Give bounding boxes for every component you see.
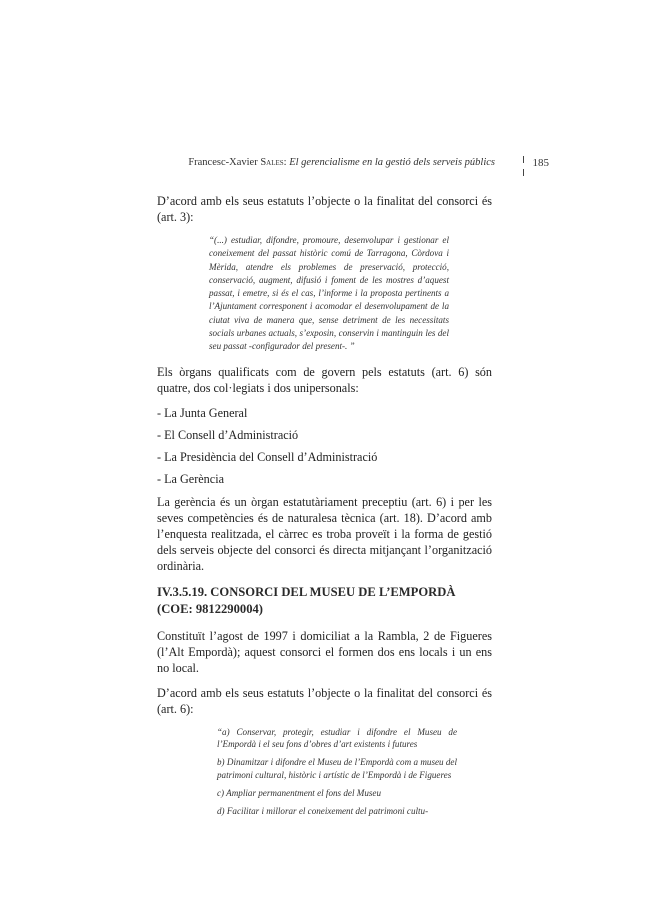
section-heading-title: IV.3.5.19. CONSORCI DEL MUSEU DE L’EMPORDÀ <box>157 584 456 599</box>
section-heading <box>157 584 492 618</box>
page-body <box>157 193 492 822</box>
objective-item: c) Ampliar permanentment el fons del Museu <box>217 787 381 798</box>
paragraph-organs: Els òrgans qualificats com de govern pels estatuts (art. 6) són quatre, dos col·legiats i dos unipersonals: <box>157 364 492 395</box>
header-separator: : <box>283 157 290 168</box>
objectives-list <box>217 726 457 818</box>
objective-item: “a) Conservar, protegir, estudiar i difondre el Museu de l’Empordà i el seu fons d’obres d’art existents i futures <box>217 726 457 750</box>
header-author-first: Francesc-Xavier <box>188 157 261 168</box>
list-item: - La Gerència <box>157 471 224 486</box>
block-quote-statutes: “(...) estudiar, difondre, promoure, desenvolupar i gestionar el coneixement del passat històric comú de Tarragona, Còrdova i Mèrida, atendre els problemes de preservació, protecció, conservació, augment, difusió i foment de les mostres d’aquest passat, i emetre, si és el cas, l’informe i la proposta pertinents a l’Ajuntament corresponent i acomodar el desenvolupament de la ciutat viva de manera que, sense detriment de les necessitats socials urbanes actuals, s’exposin, conservin i mantinguin les del seu passat -configurador del present-. ” <box>209 235 449 352</box>
paragraph-constitution: Constituït l’agost de 1997 i domiciliat a la Rambla, 2 de Figueres (l’Alt Empordà); aquest consorci el formen dos ens locals i un ens no local. <box>157 628 492 675</box>
objective-item: b) Dinamitzar i difondre el Museu de l’Empordà com a museu del patrimoni cultural, històric i artístic de l’Empordà i de Figueres <box>217 757 457 781</box>
header-author-last: Sales <box>260 157 284 168</box>
list-item: - El Consell d’Administració <box>157 427 299 442</box>
list-item: - La Presidència del Consell d’Administració <box>157 449 378 464</box>
paragraph-gerencia: La gerència és un òrgan estatutàriament preceptiu (art. 6) i per les seves competències és de naturalesa tècnica (art. 18). D’acord amb l’enquesta realitzada, el càrrec es troba proveït i la forma de gestió dels serveis objecte del consorci és directa mitjançant l’organització ordinària. <box>157 494 492 573</box>
paragraph-objecte-2: D’acord amb els seus estatuts l’objecte o la finalitat del consorci és (art. 6): <box>157 685 492 716</box>
objective-item: d) Facilitar i millorar el coneixement del patrimoni cultu- <box>217 805 429 816</box>
paragraph-objecte-1: D’acord amb els seus estatuts l’objecte o la finalitat del consorci és (art. 3): <box>157 194 492 224</box>
header-divider <box>521 156 527 178</box>
list-item: - La Junta General <box>157 405 248 420</box>
running-header <box>180 157 549 177</box>
running-title <box>188 157 495 168</box>
section-heading-code: (COE: 9812290004) <box>157 601 263 616</box>
organs-list <box>157 405 492 487</box>
header-book-title: El gerencialisme en la gestió dels serveis públics <box>289 157 495 168</box>
page-number: 185 <box>532 157 549 169</box>
